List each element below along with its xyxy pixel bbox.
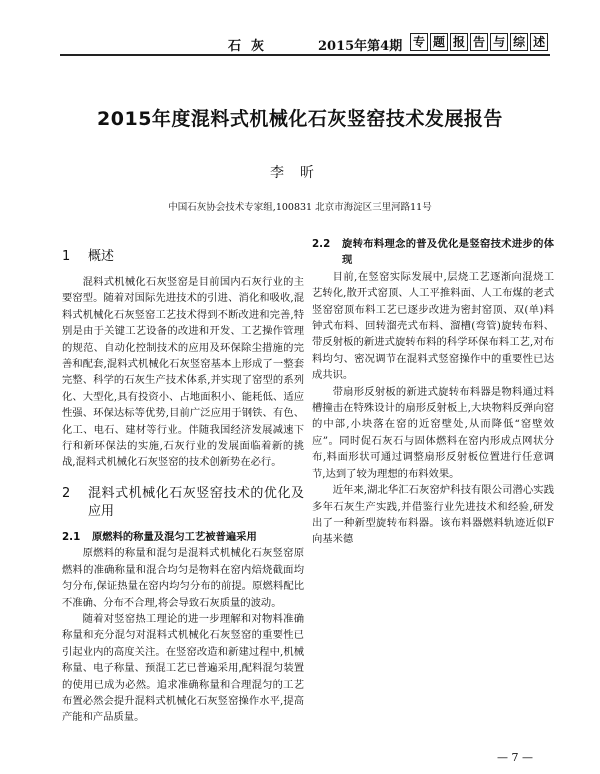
author-name: 李昕 xyxy=(270,165,330,181)
issue-label: 2015年第4期 xyxy=(318,39,403,54)
section-title: 概述 xyxy=(88,249,115,264)
section-char: 报 xyxy=(450,33,468,51)
subsection-heading xyxy=(62,529,304,545)
subsection-number: 2.2 xyxy=(312,238,331,250)
section-char: 述 xyxy=(530,33,548,51)
paragraph: 目前,在竖窑实际发展中,层烧工艺逐渐向混烧工艺转化,散开式窑顶、人工平推料面、人工布煤的老式竖窑窑顶布料工艺已逐步改进为密封窑顶、双(单)料钟式布料、回转溜壳式布料、溜槽(弯管)旋转布料、带反射板的新进式旋转布料的科学环保布料工艺,对布料均匀、密况调节在混料式竖窑操作中的重要性已达成共识。 xyxy=(312,270,554,382)
section-number: 2 xyxy=(62,485,71,501)
section-char: 专 xyxy=(410,33,428,51)
section-char: 综 xyxy=(510,33,528,51)
author-affiliation: 中国石灰协会技术专家组,100831 北京市海淀区三里河路11号 xyxy=(168,202,432,213)
left-column xyxy=(62,236,304,726)
section-char: 告 xyxy=(470,33,488,51)
subsection-heading xyxy=(312,236,554,269)
section-char: 题 xyxy=(430,33,448,51)
subsection-number: 2.1 xyxy=(62,530,81,543)
section-title: 混料式机械化石灰竖窑技术的优化及应用 xyxy=(88,485,304,519)
section-label xyxy=(410,33,548,51)
right-column xyxy=(312,236,554,548)
section-char: 与 xyxy=(490,33,508,51)
paragraph: 混料式机械化石灰竖窑是目前国内石灰行业的主要窑型。随着对国际先进技术的引进、消化和吸收,混料式机械化石灰竖窑工艺技术得到不断改进和完善,特别是由于关键工艺设备的改进和开发、工艺操作管理的规范、自动化控制技术的应用及环保除尘措施的完善和配套,混料式机械化石灰竖窑基本上形成了一整套完整、科学的石灰生产技术体系,并实现了窑型的系列化、大型化,具有投资小、占地面积小、能耗低、适应性强、环保达标等优势,目前广泛应用于钢铁、有色、化工、电石、建材等行业。伴随我国经济发展减速下行和新环保法的实施,石灰行业的发展面临着新的挑战,混料式机械化石灰竖窑的技术创新势在必行。 xyxy=(62,276,304,469)
header-rule xyxy=(60,54,550,56)
paragraph: 带扇形反射板的新进式旋转布料器是物料通过料槽撞击在特殊设计的扇形反射板上,大块物料反弹向窑的中部,小块落在窑的近窑壁处,从而降低“窑壁效应”。同时促石灰石与固体燃料在窑内形成点网状分布,料面形状可通过调整扇形反射板位置进行任意调节,达到了较为理想的布料效果。 xyxy=(312,385,554,480)
running-header xyxy=(0,0,600,56)
journal-name: 石灰 xyxy=(228,39,275,54)
subsection-title: 旋转布料理念的普及优化是竖窑技术进步的体现 xyxy=(342,238,554,267)
subsection-title: 原燃料的称量及混匀工艺被普遍采用 xyxy=(92,530,257,543)
page-number: — 7 — xyxy=(497,751,533,764)
paragraph: 随着对竖窑热工理论的进一步理解和对物料准确称量和充分混匀对混料式机械化石灰竖窑的重要性已引起业内的高度关注。在竖窑改造和新建过程中,机械称量、电子称量、预混工艺已普遍采用,配料混匀装置的使用已成为必然。追求准确称量和合理混匀的工艺布置必然会提升混料式机械化石灰竖窑操作水平,提高产能和产品质量。 xyxy=(62,612,304,724)
paragraph: 近年来,湖北华汇石灰窑炉科技有限公司潜心实践多年石灰生产实践,并借鉴行业先进技术和经验,研发出了一种新型旋转布料器。该布料器燃料轨迹近似F向基米德 xyxy=(312,484,554,546)
paragraph: 原燃料的称量和混匀是混料式机械化石灰竖窑原燃料的准确称量和混合均匀是物料在窑内焙烧截面均匀分布,保证热量在窑内均匀分布的前提。原燃料配比不准确、分布不合理,将会导致石灰质量的波动。 xyxy=(62,547,304,609)
section-heading xyxy=(62,485,304,521)
section-heading xyxy=(62,248,304,266)
article-title: 2015年度混料式机械化石灰竖窑技术发展报告 xyxy=(97,108,503,130)
section-number: 1 xyxy=(62,249,71,264)
